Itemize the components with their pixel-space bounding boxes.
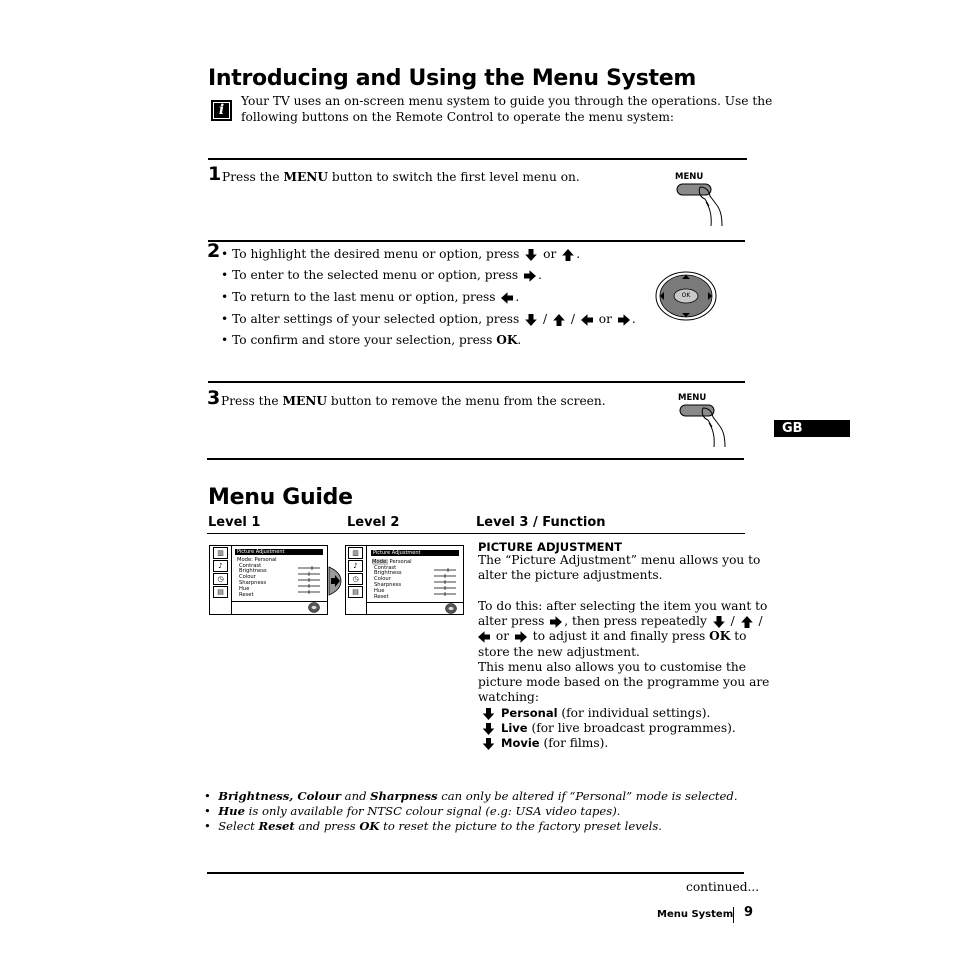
- desc-line: alter press , then press repeatedly / /: [478, 614, 763, 628]
- note-1: • Brightness, Colour and Sharpness can only be altered if “Personal” mode is selected.: [204, 789, 738, 803]
- screen-title: Picture Adjustment: [371, 550, 459, 556]
- intro-line-1: Your TV uses an on-screen menu system to guide you through the operations. Use the: [241, 94, 773, 108]
- right-arrow-icon: [550, 616, 562, 628]
- down-arrow-icon: [525, 314, 537, 326]
- step-number: 3: [207, 387, 221, 409]
- desc-line: The “Picture Adjustment” menu allows you to: [478, 553, 761, 567]
- screen-mode: Mode: Personal: [372, 559, 412, 565]
- timer-menu-icon: ◷: [348, 573, 363, 585]
- down-arrow-icon: [525, 249, 537, 261]
- step-number: 1: [208, 163, 222, 185]
- screen-item: Brightness: [374, 570, 402, 576]
- screen-item: Sharpness: [374, 582, 402, 588]
- up-arrow-icon: [562, 249, 574, 261]
- setup-menu-icon: ▤: [348, 586, 363, 598]
- desc-line: watching:: [478, 690, 539, 704]
- mode-item: Live (for live broadcast programmes).: [482, 721, 736, 736]
- intro-line-2: following buttons on the Remote Control to operate the menu system:: [241, 110, 674, 124]
- step2-bullet-4: • To alter settings of your selected option, press / / or .: [221, 312, 636, 326]
- left-arrow-icon: [478, 631, 490, 643]
- divider: [208, 381, 745, 383]
- screen-title: Picture Adjustment: [235, 549, 323, 555]
- mode-item: Personal (for individual settings).: [482, 706, 710, 721]
- finger-press-icon: [679, 403, 731, 449]
- note-2: • Hue is only available for NTSC colour signal (e.g: USA video tapes).: [204, 804, 621, 818]
- level2-header: Level 2: [347, 515, 400, 530]
- joystick-illustration: [655, 271, 717, 321]
- divider: [208, 240, 745, 242]
- desc-line: or to adjust it and finally press OK to: [478, 629, 746, 644]
- sound-menu-icon: ♪: [213, 560, 228, 572]
- menu-button-label: MENU: [678, 393, 707, 403]
- sound-menu-icon: ♪: [348, 560, 363, 572]
- desc-line: store the new adjustment.: [478, 645, 640, 659]
- step2-bullet-1: • To highlight the desired menu or option, press or .: [221, 247, 581, 261]
- menu-button-label: MENU: [675, 172, 704, 182]
- page-title: Introducing and Using the Menu System: [208, 66, 696, 91]
- level1-header: Level 1: [208, 515, 261, 530]
- screen-item: Reset: [374, 594, 389, 600]
- level2-screen: [345, 545, 464, 615]
- screen-item: Sharpness: [239, 580, 267, 586]
- step3-text: Press the MENU button to remove the menu from the screen.: [221, 394, 606, 408]
- step-number: 2: [207, 240, 221, 262]
- right-arrow-icon: [515, 631, 527, 643]
- section-title: Menu Guide: [208, 485, 353, 510]
- divider: [207, 533, 745, 534]
- desc-line: This menu also allows you to customise the: [478, 660, 746, 674]
- timer-menu-icon: ◷: [213, 573, 228, 585]
- menu-button-illustration: [675, 392, 735, 452]
- navigate-right-icon: [328, 566, 342, 596]
- desc-line: To do this: after selecting the item you want to: [478, 599, 768, 613]
- divider: [207, 872, 744, 874]
- divider: [207, 458, 744, 460]
- screen-item: Colour: [239, 574, 256, 580]
- left-arrow-icon: [501, 292, 513, 304]
- desc-line: picture mode based on the programme you are: [478, 675, 770, 689]
- level1-screen: [209, 545, 328, 615]
- step1-text: Press the MENU button to switch the first level menu on.: [222, 170, 580, 184]
- screen-item: Reset: [239, 592, 254, 598]
- up-arrow-icon: [741, 616, 753, 628]
- level3-header: Level 3 / Function: [476, 515, 606, 530]
- divider: [208, 158, 747, 160]
- down-arrow-icon: [482, 708, 495, 720]
- right-arrow-icon: [618, 314, 630, 326]
- screen-mode: Mode: Personal: [237, 557, 277, 563]
- joystick-small-icon: [308, 602, 320, 613]
- down-arrow-icon: [482, 738, 495, 750]
- continued-text: continued...: [686, 880, 760, 894]
- finger-press-icon: [676, 182, 728, 228]
- page-number: 9: [744, 905, 754, 920]
- note-3: • Select Reset and press OK to reset the picture to the factory preset levels.: [204, 819, 662, 833]
- language-tab: GB: [774, 420, 850, 437]
- down-arrow-icon: [713, 616, 725, 628]
- step2-bullet-3: • To return to the last menu or option, press .: [221, 290, 520, 304]
- left-arrow-icon: [581, 314, 593, 326]
- ok-button-label: OK: [681, 292, 691, 299]
- down-arrow-icon: [482, 723, 495, 735]
- screen-item: Brightness: [239, 568, 267, 574]
- menu-button-illustration: [672, 170, 732, 230]
- right-arrow-icon: [524, 270, 536, 282]
- function-title: PICTURE ADJUSTMENT: [478, 540, 623, 554]
- footer-separator: [733, 907, 734, 923]
- adjustment-sliders: [298, 566, 322, 598]
- up-arrow-icon: [553, 314, 565, 326]
- step2-bullet-2: • To enter to the selected menu or option, press .: [221, 268, 542, 282]
- picture-menu-icon: ▥: [348, 547, 363, 559]
- desc-line: alter the picture adjustments.: [478, 568, 663, 582]
- setup-menu-icon: ▤: [213, 586, 228, 598]
- screen-item: Hue: [374, 588, 385, 594]
- joystick-small-icon: [445, 603, 457, 614]
- screen-item: Hue: [239, 586, 250, 592]
- picture-menu-icon: ▥: [213, 547, 228, 559]
- mode-item: Movie (for films).: [482, 736, 608, 751]
- screen-item: Contrast: [239, 563, 262, 569]
- adjustment-sliders: [434, 568, 458, 600]
- footer-section: Menu System: [657, 909, 734, 920]
- screen-item: Colour: [374, 576, 391, 582]
- screen-item: Contrast: [374, 565, 397, 571]
- info-icon: i: [211, 100, 232, 121]
- step2-bullet-5: • To confirm and store your selection, press OK.: [221, 333, 522, 347]
